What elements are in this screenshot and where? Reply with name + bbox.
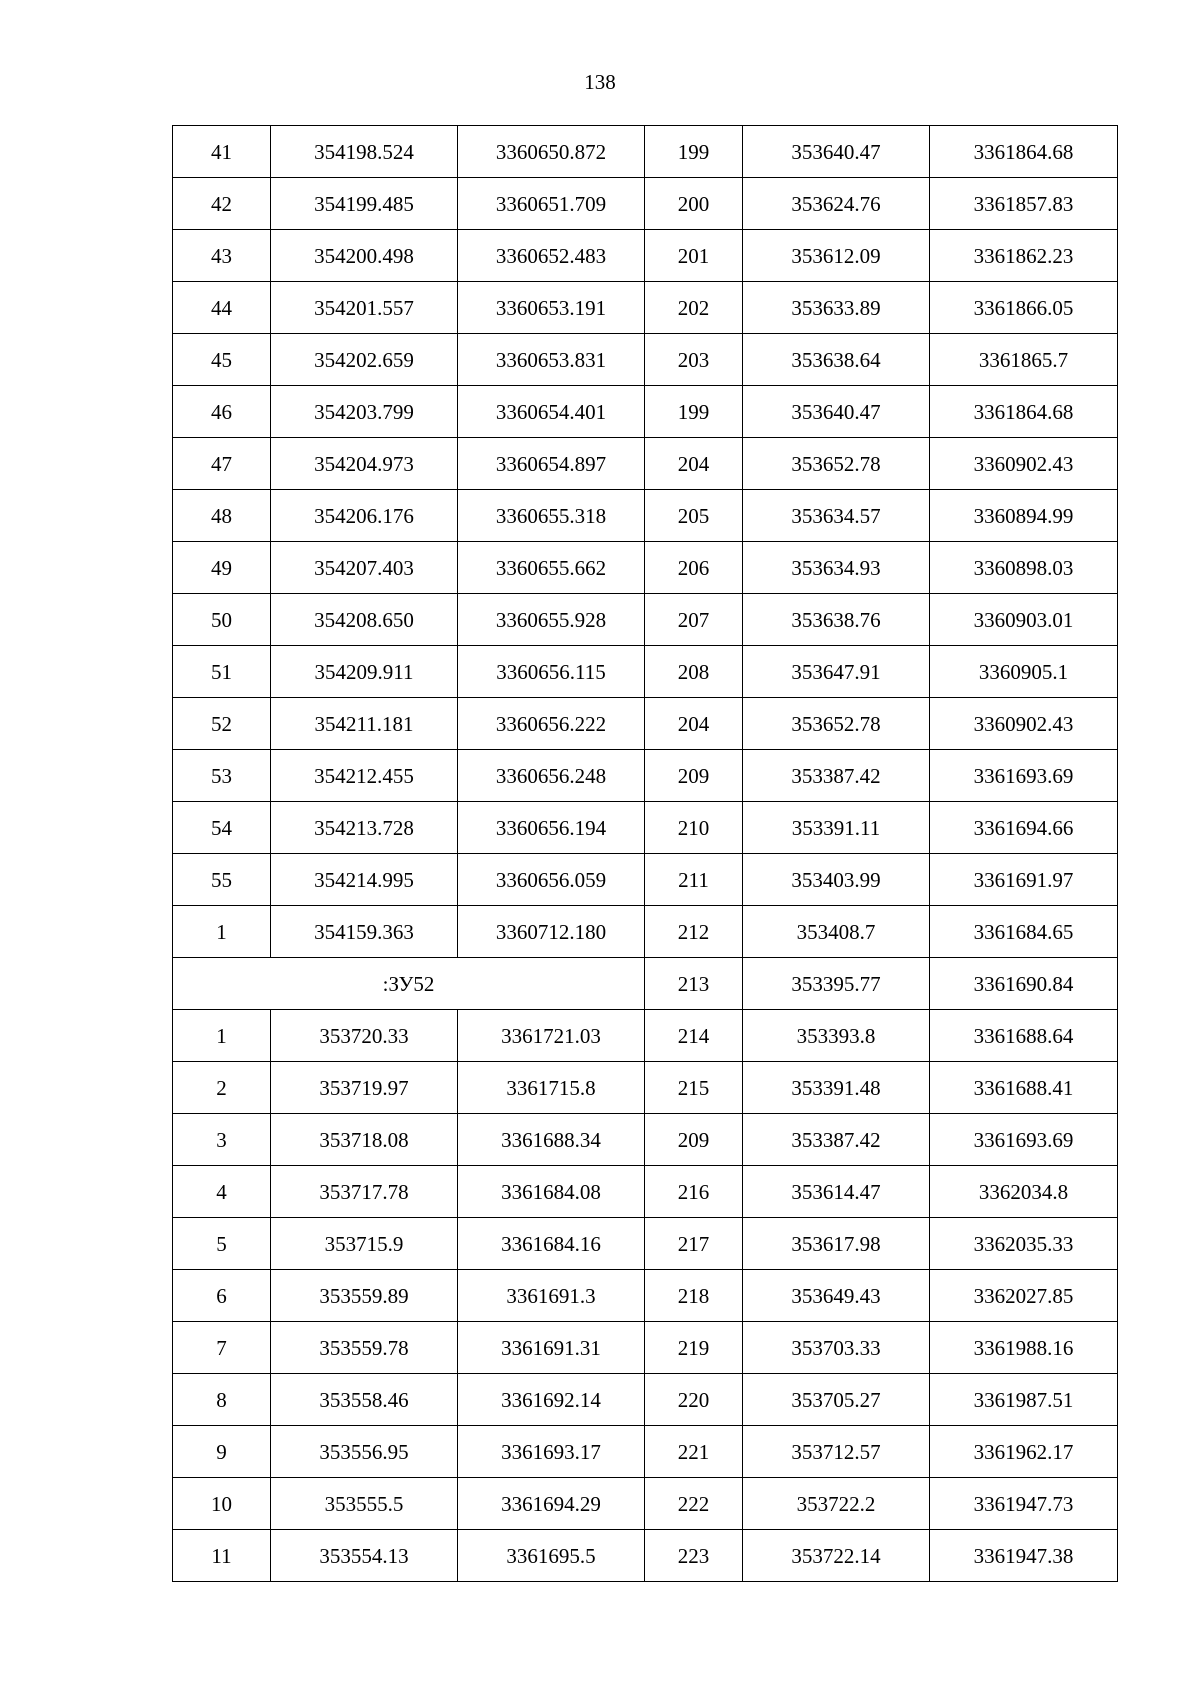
point-number-cell: 210 — [645, 802, 743, 854]
point-number-cell: 2 — [173, 1062, 271, 1114]
table-row — [173, 282, 1118, 334]
table-row — [173, 230, 1118, 282]
y-coordinate-cell: 3361947.38 — [930, 1530, 1118, 1582]
y-coordinate-cell: 3361988.16 — [930, 1322, 1118, 1374]
x-coordinate-cell: 353640.47 — [743, 386, 930, 438]
y-coordinate-cell: 3360656.059 — [458, 854, 645, 906]
point-number-cell: 4 — [173, 1166, 271, 1218]
x-coordinate-cell: 353387.42 — [743, 1114, 930, 1166]
y-coordinate-cell: 3361691.97 — [930, 854, 1118, 906]
y-coordinate-cell: 3360655.928 — [458, 594, 645, 646]
y-coordinate-cell: 3361947.73 — [930, 1478, 1118, 1530]
x-coordinate-cell: 353719.97 — [271, 1062, 458, 1114]
x-coordinate-cell: 353556.95 — [271, 1426, 458, 1478]
point-number-cell: 48 — [173, 490, 271, 542]
table-row — [173, 594, 1118, 646]
y-coordinate-cell: 3360902.43 — [930, 698, 1118, 750]
table-row — [173, 386, 1118, 438]
y-coordinate-cell: 3360905.1 — [930, 646, 1118, 698]
point-number-cell: 9 — [173, 1426, 271, 1478]
y-coordinate-cell: 3360654.897 — [458, 438, 645, 490]
table-row — [173, 698, 1118, 750]
y-coordinate-cell: 3361695.5 — [458, 1530, 645, 1582]
x-coordinate-cell: 354208.650 — [271, 594, 458, 646]
point-number-cell: 207 — [645, 594, 743, 646]
x-coordinate-cell: 354213.728 — [271, 802, 458, 854]
x-coordinate-cell: 353403.99 — [743, 854, 930, 906]
x-coordinate-cell: 354200.498 — [271, 230, 458, 282]
x-coordinate-cell: 354159.363 — [271, 906, 458, 958]
y-coordinate-cell: 3361693.69 — [930, 750, 1118, 802]
y-coordinate-cell: 3361688.64 — [930, 1010, 1118, 1062]
y-coordinate-cell: 3360654.401 — [458, 386, 645, 438]
point-number-cell: 7 — [173, 1322, 271, 1374]
x-coordinate-cell: 353652.78 — [743, 438, 930, 490]
x-coordinate-cell: 353715.9 — [271, 1218, 458, 1270]
coordinates-table-body — [173, 126, 1118, 1582]
y-coordinate-cell: 3360902.43 — [930, 438, 1118, 490]
y-coordinate-cell: 3360903.01 — [930, 594, 1118, 646]
y-coordinate-cell: 3361693.17 — [458, 1426, 645, 1478]
table-row — [173, 750, 1118, 802]
table-row — [173, 542, 1118, 594]
y-coordinate-cell: 3361865.7 — [930, 334, 1118, 386]
x-coordinate-cell: 353633.89 — [743, 282, 930, 334]
table-row — [173, 854, 1118, 906]
point-number-cell: 214 — [645, 1010, 743, 1062]
y-coordinate-cell: 3360651.709 — [458, 178, 645, 230]
y-coordinate-cell: 3360656.115 — [458, 646, 645, 698]
point-number-cell: 212 — [645, 906, 743, 958]
y-coordinate-cell: 3361688.41 — [930, 1062, 1118, 1114]
point-number-cell: 205 — [645, 490, 743, 542]
y-coordinate-cell: 3360653.191 — [458, 282, 645, 334]
table-row — [173, 1114, 1118, 1166]
table-row — [173, 1530, 1118, 1582]
point-number-cell: 55 — [173, 854, 271, 906]
point-number-cell: 206 — [645, 542, 743, 594]
y-coordinate-cell: 3361864.68 — [930, 386, 1118, 438]
point-number-cell: 200 — [645, 178, 743, 230]
point-number-cell: 49 — [173, 542, 271, 594]
table-row — [173, 1478, 1118, 1530]
table-row — [173, 1062, 1118, 1114]
point-number-cell: 54 — [173, 802, 271, 854]
point-number-cell: 213 — [645, 958, 743, 1010]
x-coordinate-cell: 354204.973 — [271, 438, 458, 490]
x-coordinate-cell: 354202.659 — [271, 334, 458, 386]
y-coordinate-cell: 3361857.83 — [930, 178, 1118, 230]
table-row — [173, 126, 1118, 178]
point-number-cell: 218 — [645, 1270, 743, 1322]
point-number-cell: 208 — [645, 646, 743, 698]
x-coordinate-cell: 353634.93 — [743, 542, 930, 594]
x-coordinate-cell: 353722.2 — [743, 1478, 930, 1530]
table-row — [173, 1010, 1118, 1062]
y-coordinate-cell: 3361962.17 — [930, 1426, 1118, 1478]
point-number-cell: 209 — [645, 750, 743, 802]
x-coordinate-cell: 353559.78 — [271, 1322, 458, 1374]
y-coordinate-cell: 3361684.65 — [930, 906, 1118, 958]
table-row — [173, 334, 1118, 386]
y-coordinate-cell: 3361694.29 — [458, 1478, 645, 1530]
x-coordinate-cell: 353638.64 — [743, 334, 930, 386]
point-number-cell: 6 — [173, 1270, 271, 1322]
point-number-cell: 11 — [173, 1530, 271, 1582]
y-coordinate-cell: 3360656.194 — [458, 802, 645, 854]
point-number-cell: 217 — [645, 1218, 743, 1270]
x-coordinate-cell: 354211.181 — [271, 698, 458, 750]
x-coordinate-cell: 353718.08 — [271, 1114, 458, 1166]
x-coordinate-cell: 353554.13 — [271, 1530, 458, 1582]
x-coordinate-cell: 353391.11 — [743, 802, 930, 854]
point-number-cell: 51 — [173, 646, 271, 698]
point-number-cell: 219 — [645, 1322, 743, 1374]
y-coordinate-cell: 3360655.318 — [458, 490, 645, 542]
point-number-cell: 199 — [645, 126, 743, 178]
x-coordinate-cell: 353612.09 — [743, 230, 930, 282]
point-number-cell: 1 — [173, 1010, 271, 1062]
point-number-cell: 53 — [173, 750, 271, 802]
x-coordinate-cell: 353624.76 — [743, 178, 930, 230]
x-coordinate-cell: 353652.78 — [743, 698, 930, 750]
y-coordinate-cell: 3361684.16 — [458, 1218, 645, 1270]
x-coordinate-cell: 353558.46 — [271, 1374, 458, 1426]
point-number-cell: 45 — [173, 334, 271, 386]
table-row — [173, 1270, 1118, 1322]
y-coordinate-cell: 3360898.03 — [930, 542, 1118, 594]
x-coordinate-cell: 353391.48 — [743, 1062, 930, 1114]
coordinates-table — [172, 125, 1118, 1582]
x-coordinate-cell: 353559.89 — [271, 1270, 458, 1322]
y-coordinate-cell: 3361864.68 — [930, 126, 1118, 178]
point-number-cell: 203 — [645, 334, 743, 386]
x-coordinate-cell: 353614.47 — [743, 1166, 930, 1218]
x-coordinate-cell: 353395.77 — [743, 958, 930, 1010]
point-number-cell: 41 — [173, 126, 271, 178]
y-coordinate-cell: 3361684.08 — [458, 1166, 645, 1218]
point-number-cell: 204 — [645, 698, 743, 750]
point-number-cell: 199 — [645, 386, 743, 438]
table-row — [173, 1218, 1118, 1270]
x-coordinate-cell: 353705.27 — [743, 1374, 930, 1426]
table-row — [173, 178, 1118, 230]
y-coordinate-cell: 3361693.69 — [930, 1114, 1118, 1166]
x-coordinate-cell: 353408.7 — [743, 906, 930, 958]
point-number-cell: 215 — [645, 1062, 743, 1114]
y-coordinate-cell: 3361866.05 — [930, 282, 1118, 334]
point-number-cell: 10 — [173, 1478, 271, 1530]
y-coordinate-cell: 3361721.03 — [458, 1010, 645, 1062]
x-coordinate-cell: 354207.403 — [271, 542, 458, 594]
point-number-cell: 44 — [173, 282, 271, 334]
y-coordinate-cell: 3362035.33 — [930, 1218, 1118, 1270]
y-coordinate-cell: 3362027.85 — [930, 1270, 1118, 1322]
point-number-cell: 201 — [645, 230, 743, 282]
point-number-cell: 216 — [645, 1166, 743, 1218]
point-number-cell: 8 — [173, 1374, 271, 1426]
x-coordinate-cell: 353720.33 — [271, 1010, 458, 1062]
point-number-cell: 52 — [173, 698, 271, 750]
table-row — [173, 1166, 1118, 1218]
table-row — [173, 802, 1118, 854]
y-coordinate-cell: 3361691.3 — [458, 1270, 645, 1322]
point-number-cell: 42 — [173, 178, 271, 230]
point-number-cell: 209 — [645, 1114, 743, 1166]
x-coordinate-cell: 354214.995 — [271, 854, 458, 906]
y-coordinate-cell: 3361692.14 — [458, 1374, 645, 1426]
point-number-cell: 5 — [173, 1218, 271, 1270]
x-coordinate-cell: 353717.78 — [271, 1166, 458, 1218]
point-number-cell: 50 — [173, 594, 271, 646]
x-coordinate-cell: 354203.799 — [271, 386, 458, 438]
point-number-cell: 204 — [645, 438, 743, 490]
table-row — [173, 906, 1118, 958]
y-coordinate-cell: 3361694.66 — [930, 802, 1118, 854]
table-row — [173, 490, 1118, 542]
y-coordinate-cell: 3360712.180 — [458, 906, 645, 958]
x-coordinate-cell: 353555.5 — [271, 1478, 458, 1530]
y-coordinate-cell: 3360652.483 — [458, 230, 645, 282]
y-coordinate-cell: 3361715.8 — [458, 1062, 645, 1114]
table-row — [173, 1426, 1118, 1478]
point-number-cell: 221 — [645, 1426, 743, 1478]
point-number-cell: 220 — [645, 1374, 743, 1426]
x-coordinate-cell: 353634.57 — [743, 490, 930, 542]
y-coordinate-cell: 3360894.99 — [930, 490, 1118, 542]
table-row — [173, 1322, 1118, 1374]
y-coordinate-cell: 3361691.31 — [458, 1322, 645, 1374]
y-coordinate-cell: 3360656.222 — [458, 698, 645, 750]
x-coordinate-cell: 354199.485 — [271, 178, 458, 230]
x-coordinate-cell: 354206.176 — [271, 490, 458, 542]
point-number-cell: 43 — [173, 230, 271, 282]
point-number-cell: 47 — [173, 438, 271, 490]
x-coordinate-cell: 353393.8 — [743, 1010, 930, 1062]
y-coordinate-cell: 3360656.248 — [458, 750, 645, 802]
point-number-cell: 46 — [173, 386, 271, 438]
y-coordinate-cell: 3361690.84 — [930, 958, 1118, 1010]
y-coordinate-cell: 3362034.8 — [930, 1166, 1118, 1218]
y-coordinate-cell: 3360655.662 — [458, 542, 645, 594]
table-row — [173, 438, 1118, 490]
x-coordinate-cell: 353712.57 — [743, 1426, 930, 1478]
x-coordinate-cell: 353617.98 — [743, 1218, 930, 1270]
point-number-cell: 223 — [645, 1530, 743, 1582]
x-coordinate-cell: 353638.76 — [743, 594, 930, 646]
table-row — [173, 1374, 1118, 1426]
point-number-cell: 202 — [645, 282, 743, 334]
point-number-cell: 1 — [173, 906, 271, 958]
x-coordinate-cell: 354198.524 — [271, 126, 458, 178]
y-coordinate-cell: 3361862.23 — [930, 230, 1118, 282]
table-row — [173, 646, 1118, 698]
y-coordinate-cell: 3361987.51 — [930, 1374, 1118, 1426]
y-coordinate-cell: 3361688.34 — [458, 1114, 645, 1166]
x-coordinate-cell: 354212.455 — [271, 750, 458, 802]
point-number-cell: 3 — [173, 1114, 271, 1166]
x-coordinate-cell: 353722.14 — [743, 1530, 930, 1582]
page-number: 138 — [584, 70, 616, 94]
x-coordinate-cell: 353649.43 — [743, 1270, 930, 1322]
point-number-cell: 222 — [645, 1478, 743, 1530]
x-coordinate-cell: 353640.47 — [743, 126, 930, 178]
table-row — [173, 958, 1118, 1010]
x-coordinate-cell: 353703.33 — [743, 1322, 930, 1374]
x-coordinate-cell: 354201.557 — [271, 282, 458, 334]
y-coordinate-cell: 3360653.831 — [458, 334, 645, 386]
y-coordinate-cell: 3360650.872 — [458, 126, 645, 178]
x-coordinate-cell: 353387.42 — [743, 750, 930, 802]
x-coordinate-cell: 353647.91 — [743, 646, 930, 698]
x-coordinate-cell: 354209.911 — [271, 646, 458, 698]
point-number-cell: 211 — [645, 854, 743, 906]
section-header: :ЗУ52 — [173, 958, 645, 1010]
